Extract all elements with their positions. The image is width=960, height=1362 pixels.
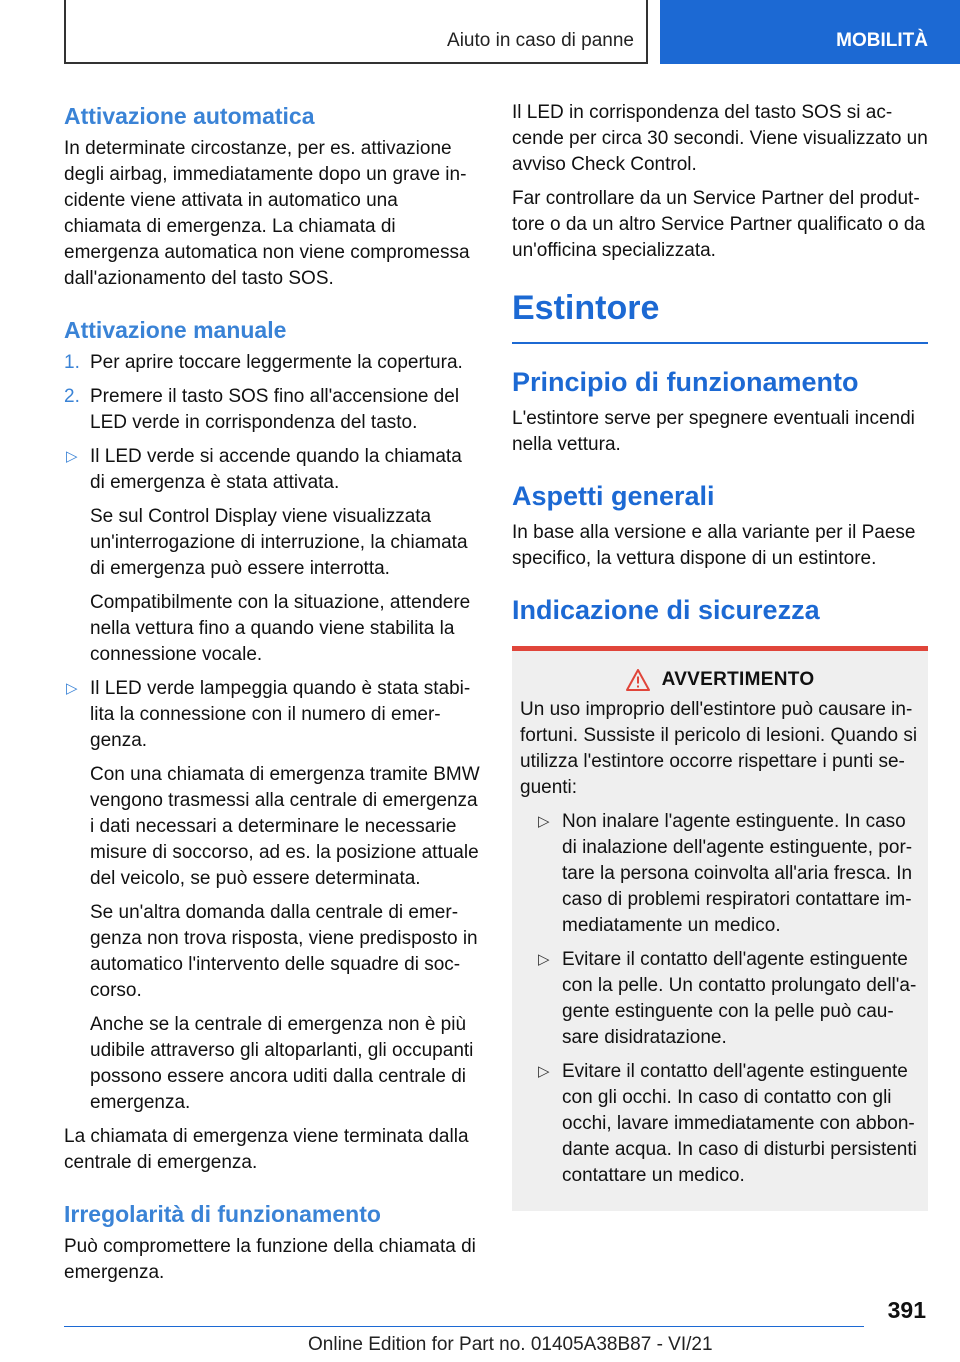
footer-divider [64,1326,864,1327]
warning-title: AVVERTIMENTO [661,669,815,690]
warning-box [512,646,928,1211]
triangle-bullet-icon: ▷ [66,448,78,465]
step-number: 1. [64,352,80,373]
malfunction-text: Può compromettere la funzione della chiamata di emergenza. [64,1236,476,1283]
step-text: Per aprire toccare leggermente la copertura. [90,352,463,373]
bullet-text: Il LED verde lampeggia quando è stata stabilita la connessione con il numero di emergenza. [90,678,471,751]
bullet-subtext: Se sul Control Display viene visualizzata un'interrogazione di interruzione, la chiamata di emergenza può essere interrotta. [90,506,468,579]
led-duration-text: Il LED in corrispondenza del tasto SOS si accende per circa 30 secondi. Viene visualizzato un avviso Check Control. [512,102,928,175]
auto-activation-heading: Attivazione automatica [64,103,315,129]
step-text: Premere il tasto SOS fino all'accensione del LED verde in corrispondenza del tasto. [90,386,460,433]
page-number: 391 [887,1297,926,1323]
bullet-item [64,444,480,668]
safety-heading: Indicazione di sicurezza [512,595,820,625]
general-heading: Aspetti generali [512,481,715,511]
header-section-title: Aiuto in caso di panne [447,30,634,51]
triangle-bullet-icon: ▷ [66,680,78,697]
step-item [64,384,480,436]
triangle-bullet-icon: ▷ [538,1063,550,1080]
bullet-subtext: Con una chiamata di emergenza tramite BMW vengono trasmessi alla centrale di emergenza i dati necessari a determinare le necessarie misure di soccorso, ad es. la posizione attuale del veicolo, se può essere determinata. [90,764,480,889]
triangle-bullet-icon: ▷ [538,951,550,968]
bullet-subtext: Compatibilmente con la situazione, attendere nella vettura fino a quando viene stabilita la connessione vocale. [90,592,471,665]
bullet-subtext: Anche se la centrale di emergenza non è più udibile attraverso gli altoparlanti, gli occupanti possono essere ancora uditi dalla centrale di emergenza. [90,1014,474,1113]
service-check-text: Far controllare da un Service Partner del produttore o da un altro Service Partner qualificato o da un'officina specializzata. [512,188,925,261]
bullet-item [64,676,480,1116]
warning-item [536,947,920,1051]
auto-activation-text: In determinate circostanze, per es. attivazione degli airbag, immediatamente dopo un grave incidente viene attivata in automatico una chiamata di emergenza. La chiamata di emergenza automatica non viene compromessa dall'azionamento del tasto SOS. [64,138,470,289]
footer-edition: Online Edition for Part no. 01405A38B87 - VI/21 [308,1334,713,1355]
step-number: 2. [64,386,80,407]
triangle-bullet-icon: ▷ [538,813,550,830]
warning-item-text: Evitare il contatto dell'agente estinguente con la pelle. Un contatto prolungato dell'agente estinguente con la pelle può causare disidratazione. [562,949,917,1048]
chapter-title-extinguisher: Estintore [512,286,928,344]
malfunction-heading: Irregolarità di funzionamento [64,1201,381,1227]
principle-text: L'estintore serve per spegnere eventuali incendi nella vettura. [512,408,915,455]
warning-triangle-icon [626,669,650,691]
warning-text: Un uso improprio dell'estintore può causare infortuni. Sussiste il pericolo di lesioni. Quando si utilizza l'estintore occorre rispettare i punti seguenti: [520,699,918,798]
principle-heading: Principio di funzionamento [512,367,859,397]
right-column [512,100,928,1211]
warning-item [536,1059,920,1189]
warning-list [536,809,920,1189]
warning-item-text: Non inalare l'agente estinguente. In caso di inalazione dell'agente estinguente, portare la persona coinvolta all'aria fresca. In caso di problemi respiratori contattare immediatamente un medico. [562,811,913,936]
warning-item [536,809,920,939]
step-item [64,350,480,376]
manual-activation-heading: Attivazione manuale [64,317,287,343]
manual-steps-list [64,350,480,436]
bullet-text: Il LED verde si accende quando la chiamata di emergenza è stata attivata. [90,446,462,493]
header-chapter-tab [660,0,960,64]
bullet-subtext: Se un'altra domanda dalla centrale di emergenza non trova risposta, viene predisposto in automatico l'intervento delle squadre di soccorso. [90,902,478,1001]
header-chapter-title: MOBILITÀ [836,30,928,51]
left-column [64,100,480,1294]
call-end-text: La chiamata di emergenza viene terminata dalla centrale di emergenza. [64,1126,469,1173]
led-status-list [64,444,480,1116]
warning-item-text: Evitare il contatto dell'agente estinguente con gli occhi. In caso di contatto con gli occhi, lavare immediatamente con abbondante acqua. In caso di disturbi persistenti contattare un medico. [562,1061,917,1186]
warning-title-row [520,669,920,691]
header-section-box [64,0,648,64]
general-text: In base alla versione e alla variante per il Paese specifico, la vettura dispone di un estintore. [512,522,916,569]
